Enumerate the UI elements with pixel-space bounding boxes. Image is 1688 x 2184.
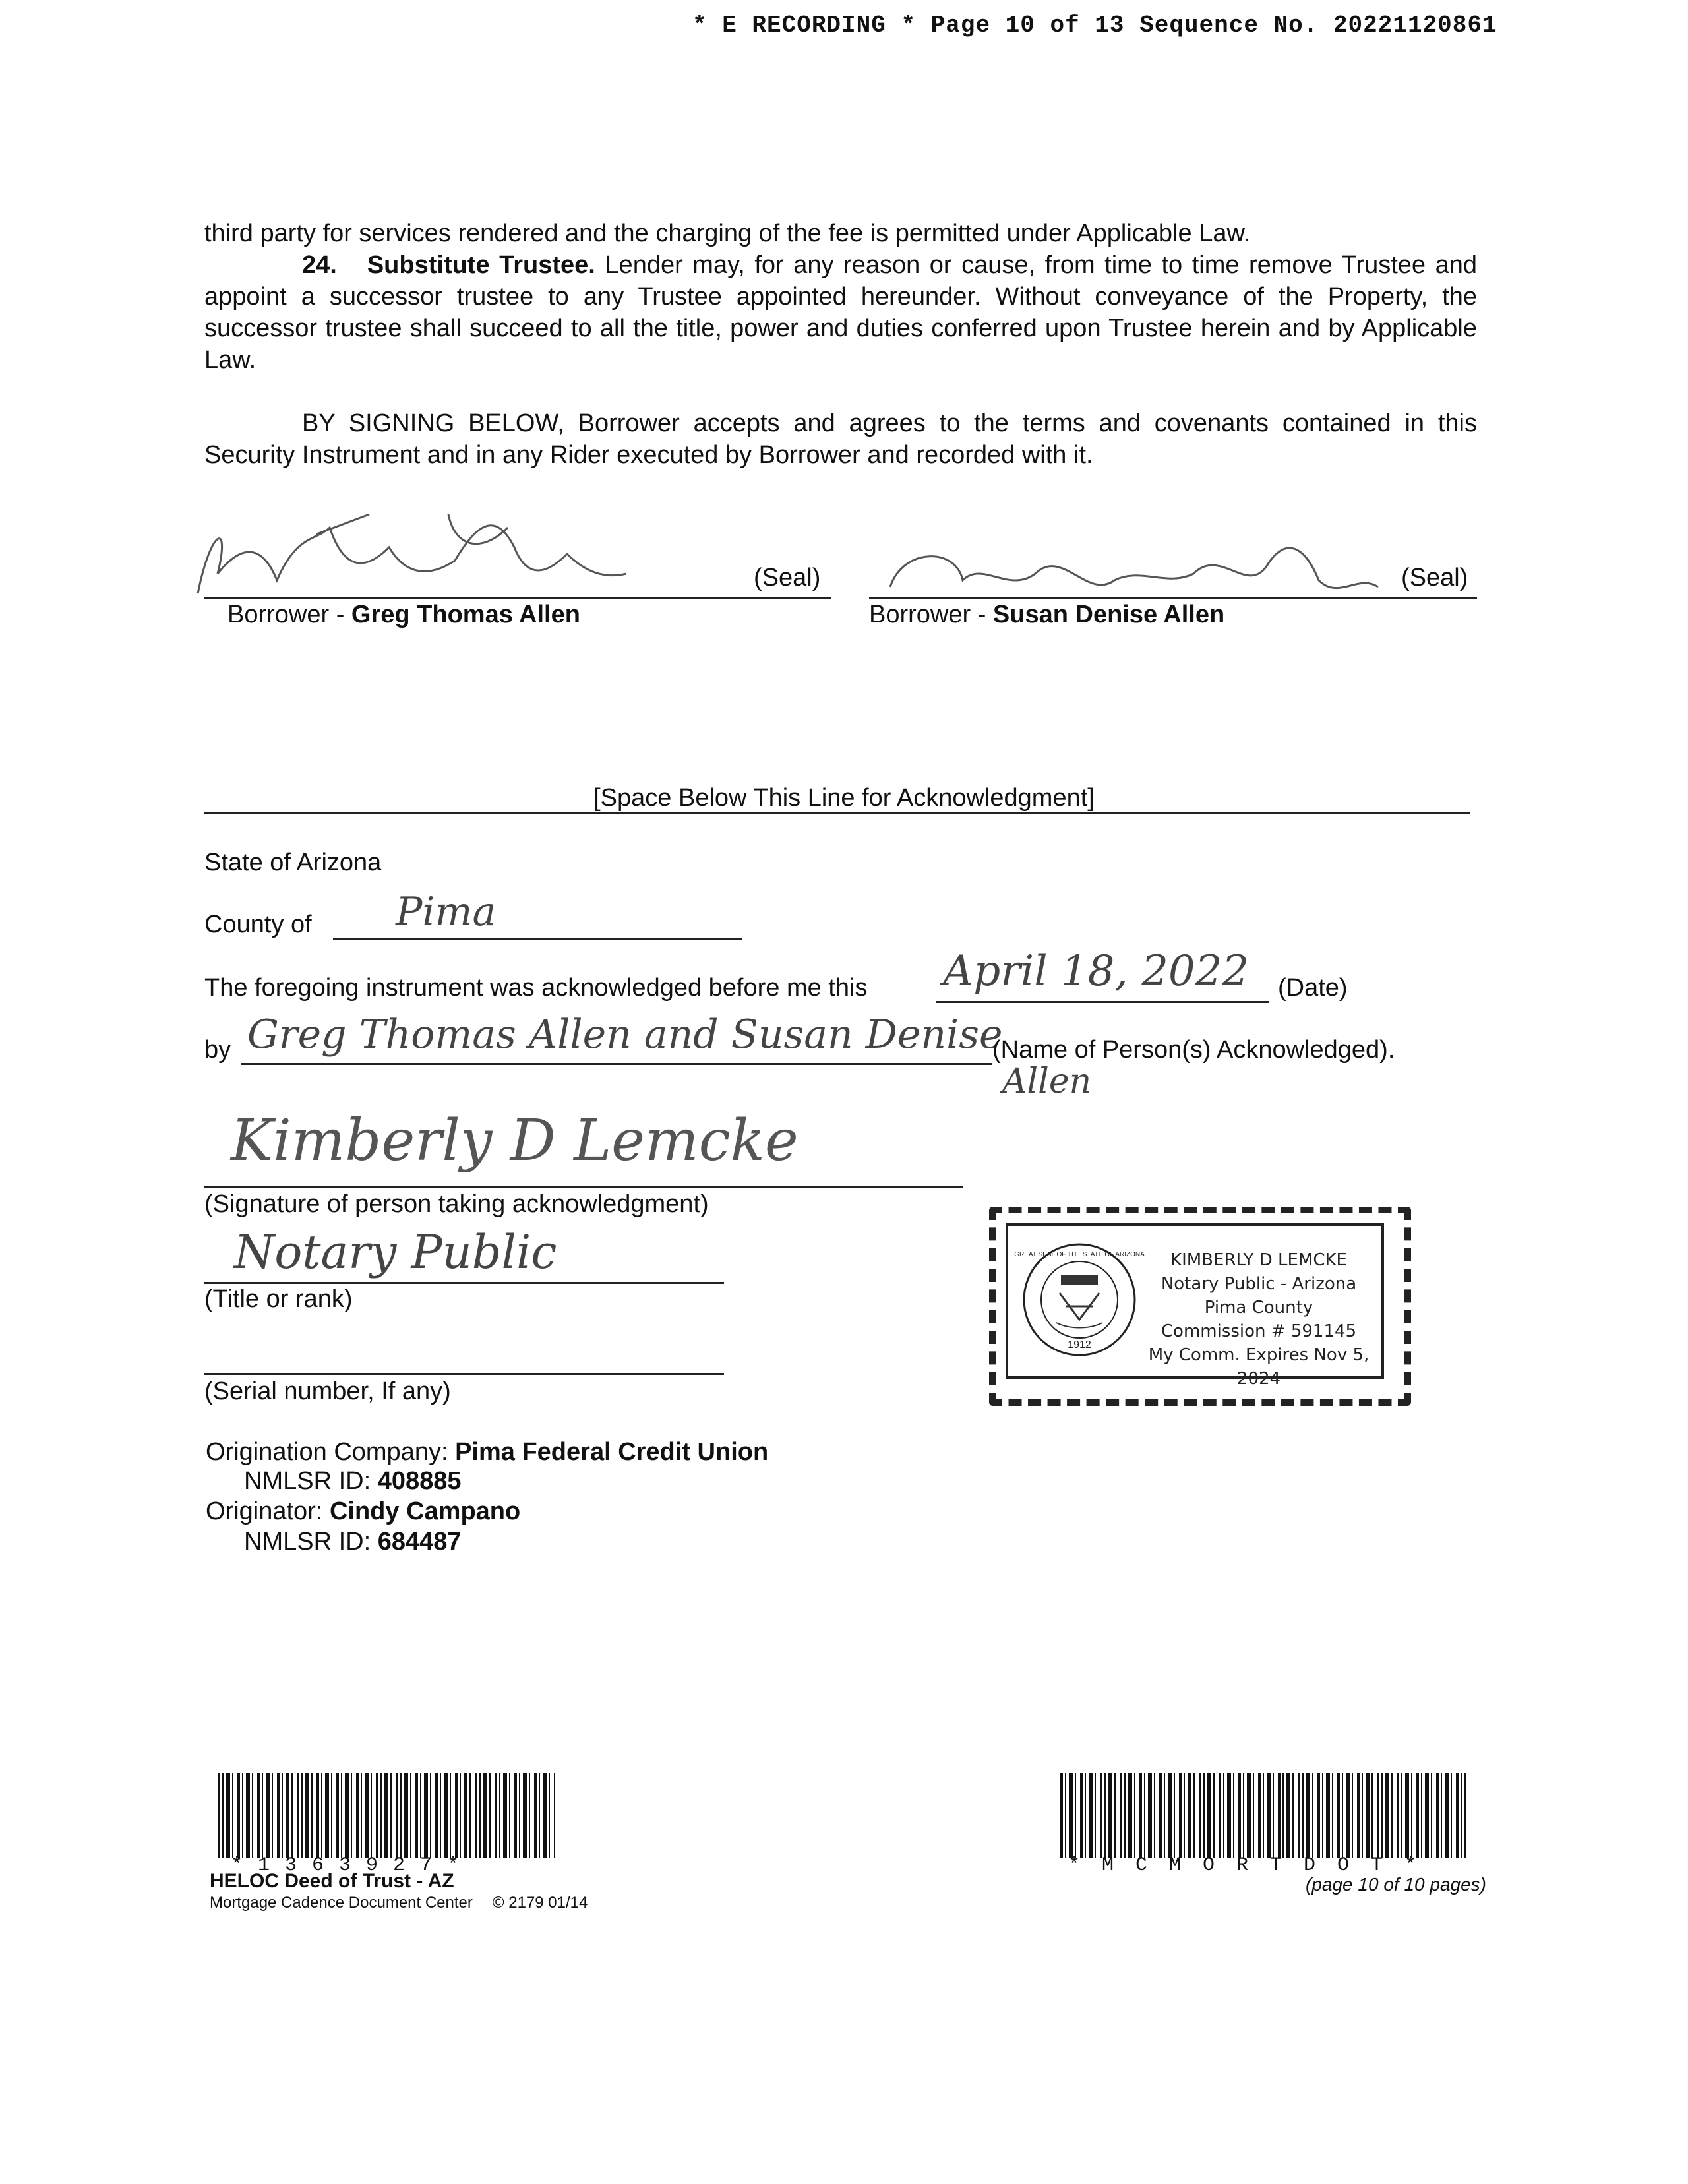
barcode-left-text: *1363927* xyxy=(231,1854,475,1877)
nmlsr-originator xyxy=(244,1526,462,1558)
stamp-line4: Commission # 591145 xyxy=(1160,1321,1357,1341)
state-line: State of Arizona xyxy=(204,849,382,876)
notary-signature-line xyxy=(204,1186,963,1188)
signing-statement-text: BY SIGNING BELOW, Borrower accepts and agrees to the terms and covenants contained in this Security Instrument and in any Rider executed by Borrower and recorded with it. xyxy=(204,410,1477,469)
serial-label: (Serial number, If any) xyxy=(204,1378,451,1405)
borrower2-label xyxy=(869,599,1224,630)
date-label: (Date) xyxy=(1278,974,1348,1002)
acknowledgment-separator-text: [Space Below This Line for Acknowledgment] xyxy=(591,784,1097,812)
date-value: April 18, 2022 xyxy=(943,947,1250,996)
origination-company-label: Origination Company: xyxy=(206,1438,448,1466)
originator xyxy=(206,1496,520,1527)
doc-center-name: Mortgage Cadence Document Center xyxy=(210,1894,473,1912)
barcode-right-text: *MCMORTDOT* xyxy=(1068,1854,1439,1877)
seal-text: GREAT SEAL OF THE STATE OF ARIZONA xyxy=(1014,1251,1145,1258)
borrower1-prefix: Borrower - xyxy=(227,601,351,628)
borrower1-name: Greg Thomas Allen xyxy=(351,601,580,628)
seal-year: 1912 xyxy=(1068,1339,1091,1350)
barcode-left xyxy=(218,1773,555,1858)
county-label: County of xyxy=(204,911,312,938)
county-line xyxy=(333,938,742,940)
foregoing-label: The foregoing instrument was acknowledged before me this xyxy=(204,974,868,1002)
clause-24-text: Lender may, for any reason or cause, from time to time remove Trustee and appoint a successor trustee to any Trustee appointed hereunder. Without conveyance of the Property, the successor trustee shall succeed to all the title, power and duties conferred upon Trustee herein and by Applicable Law. xyxy=(204,251,1477,374)
title-label: (Title or rank) xyxy=(204,1285,353,1313)
borrower2-seal: (Seal) xyxy=(1401,564,1468,592)
nmlsr-originator-label: NMLSR ID: xyxy=(244,1528,371,1556)
nmlsr-company-label: NMLSR ID: xyxy=(244,1467,371,1495)
persons-line xyxy=(241,1063,992,1065)
originator-label: Originator: xyxy=(206,1498,323,1525)
nmlsr-originator-value: 684487 xyxy=(377,1528,462,1556)
notary-signature: Kimberly D Lemcke xyxy=(231,1108,799,1174)
clause-24-number: 24. xyxy=(302,251,337,279)
borrower2-name: Susan Denise Allen xyxy=(992,601,1225,628)
serial-line xyxy=(204,1373,724,1375)
acknowledgment-separator xyxy=(0,782,1688,814)
borrower2-prefix: Borrower - xyxy=(869,601,993,628)
notary-stamp xyxy=(1006,1223,1384,1389)
origination-company-value: Pima Federal Credit Union xyxy=(455,1438,769,1466)
state-seal-icon xyxy=(1014,1240,1145,1359)
stamp-line2: Notary Public - Arizona xyxy=(1160,1274,1357,1294)
by-label: by xyxy=(204,1036,231,1064)
page-info: (page 10 of 10 pages) xyxy=(1306,1874,1486,1895)
clause-24-title: Substitute Trustee. xyxy=(367,251,595,279)
persons-label: (Name of Person(s) Acknowledged). xyxy=(992,1036,1395,1064)
persons-value: Greg Thomas Allen and Susan Denise xyxy=(247,1012,1003,1058)
nmlsr-company-value: 408885 xyxy=(377,1467,462,1495)
stamp-line3: Pima County xyxy=(1204,1298,1313,1318)
title-value: Notary Public xyxy=(234,1225,557,1279)
originator-value: Cindy Campano xyxy=(329,1498,521,1525)
stamp-line1: KIMBERLY D LEMCKE xyxy=(1170,1250,1347,1270)
county-value: Pima xyxy=(396,889,497,935)
clause-24 xyxy=(204,249,1477,376)
persons-continued: Allen xyxy=(1002,1062,1092,1101)
doc-title: HELOC Deed of Trust - AZ xyxy=(210,1870,454,1892)
borrower1-seal: (Seal) xyxy=(754,564,821,592)
clause-carryover: third party for services rendered and the charging of the fee is permitted under Applicable Law. xyxy=(204,220,1251,247)
nmlsr-company xyxy=(244,1465,462,1497)
signature-label: (Signature of person taking acknowledgment) xyxy=(204,1190,709,1218)
doc-code: © 2179 01/14 xyxy=(492,1894,588,1912)
date-line xyxy=(936,1001,1269,1003)
origination-company xyxy=(206,1436,768,1468)
barcode-right xyxy=(1060,1773,1466,1858)
stamp-line5: My Comm. Expires Nov 5, 2024 xyxy=(1148,1345,1370,1389)
doc-center xyxy=(210,1894,588,1912)
recording-header: * E RECORDING * Page 10 of 13 Sequence No. 20221120861 xyxy=(692,12,1497,39)
signing-statement xyxy=(204,408,1477,471)
borrower1-label xyxy=(227,599,580,630)
